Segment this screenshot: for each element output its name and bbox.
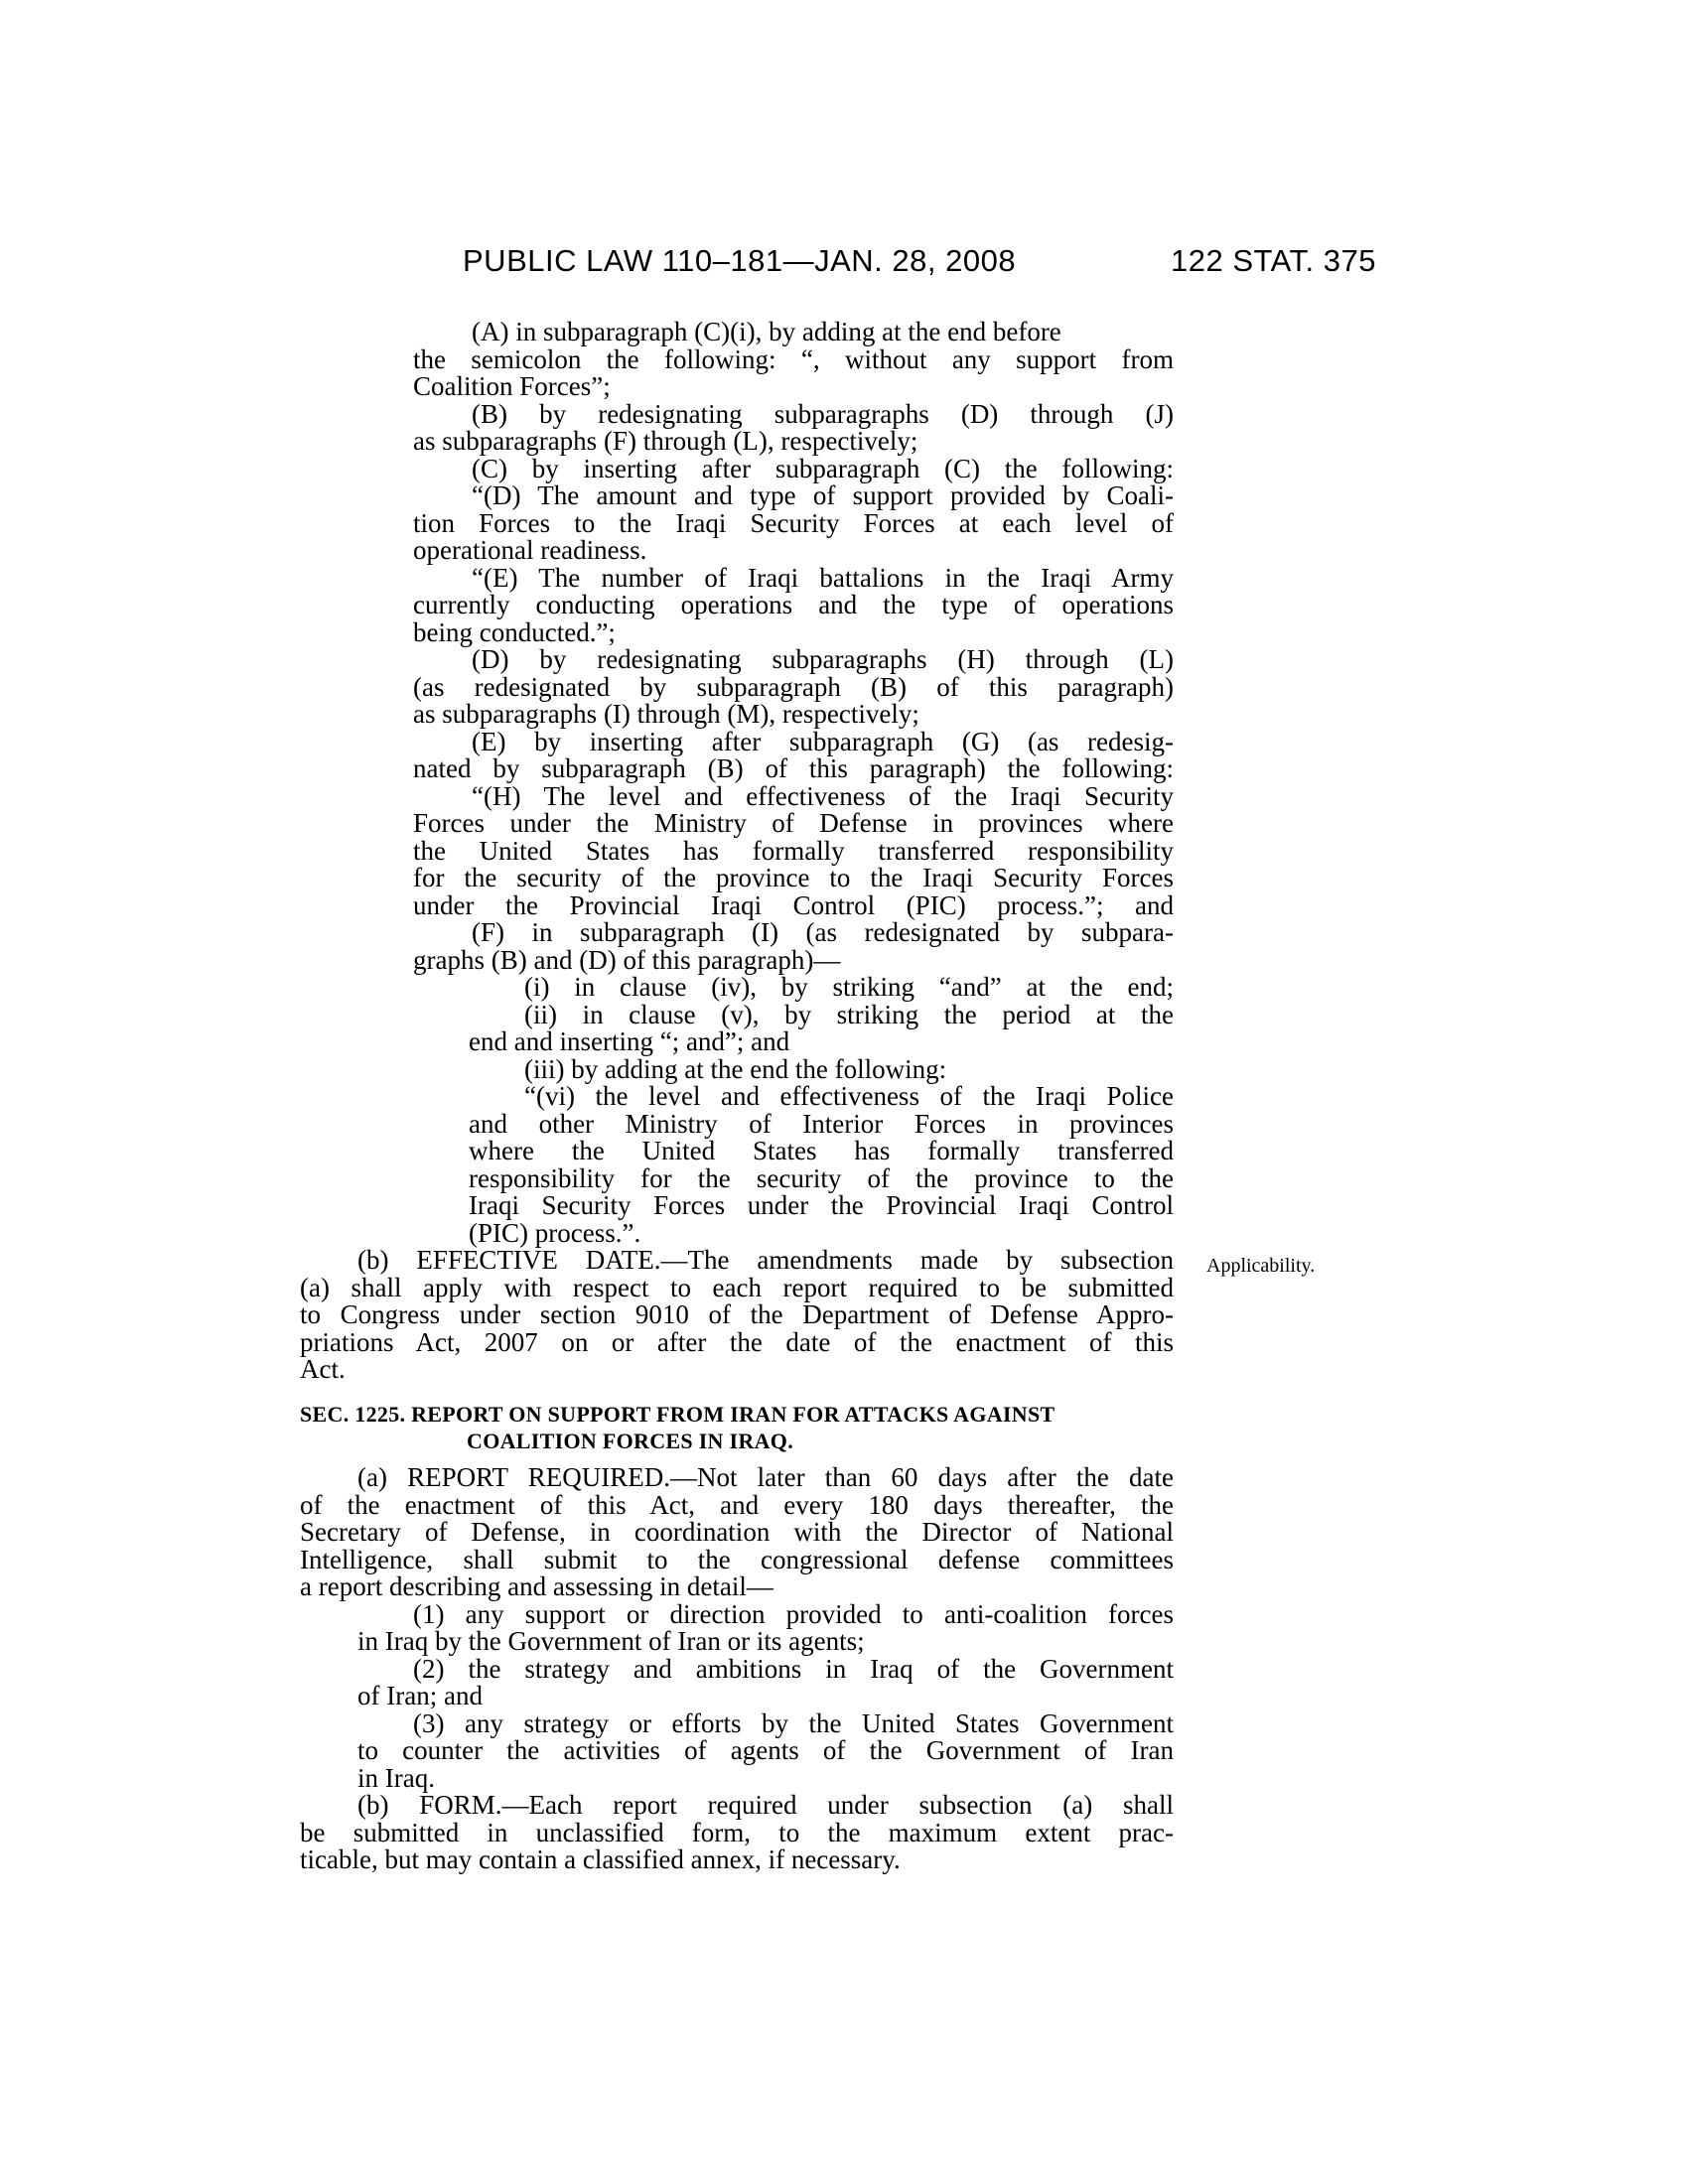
text-line: the United States has formally transferred responsibility [413,836,1174,866]
form-heading-line: (b) FORM.—Each report required under subsection (a) shall [357,1790,1174,1820]
text-line: tion Forces to the Iraqi Security Forces at each level of [413,508,1174,538]
text-line: in Iraq. [357,1763,435,1793]
text-line: (D) by redesignating subparagraphs (H) through (L) [472,644,1174,674]
section-heading: SEC. 1225. REPORT ON SUPPORT FROM IRAN FOR ATTACKS AGAINST [300,1402,1055,1427]
text-line: priations Act, 2007 on or after the date of the enactment of this [300,1327,1174,1357]
report-required-heading-line: (a) REPORT REQUIRED.—Not later than 60 days after the date [357,1462,1174,1492]
text-line: operational readiness. [413,535,647,565]
text-line: graphs (B) and (D) of this paragraph)— [413,945,841,975]
text-line: (2) the strategy and ambitions in Iraq of the Government [413,1654,1174,1684]
text-line: as subparagraphs (I) through (M), respectively; [413,699,919,729]
text-line: and other Ministry of Interior Forces in provinces [469,1109,1174,1139]
text-line: the semicolon the following: “, without any support from [413,344,1174,374]
text-line: Act. [300,1354,346,1384]
text-line: “(vi) the level and effectiveness of the Iraqi Police [524,1081,1174,1111]
effective-date-heading-line: (b) EFFECTIVE DATE.—The amendments made by subsection [357,1245,1174,1275]
text-line: to counter the activities of agents of the Government of Iran [357,1735,1174,1765]
text-line: (F) in subparagraph (I) (as redesignated by subpara- [472,917,1174,947]
text-line: (ii) in clause (v), by striking the period at the [524,1000,1174,1029]
text-line: in Iraq by the Government of Iran or its agents; [357,1626,865,1656]
text-line: (iii) by adding at the end the following: [524,1054,947,1084]
text-line: (a) shall apply with respect to each report required to be submitted [300,1273,1174,1302]
text-line: as subparagraphs (F) through (L), respectively; [413,426,918,456]
text-line: responsibility for the security of the province to the [469,1163,1174,1193]
text-line: (i) in clause (iv), by striking “and” at the end; [524,972,1174,1002]
text-line: (C) by inserting after subparagraph (C) the following: [472,454,1174,483]
text-line: Coalition Forces”; [413,371,611,401]
page-header [463,243,1376,283]
text-line: currently conducting operations and the type of operations [413,590,1174,619]
section-heading-continued: COALITION FORCES IN IRAQ. [467,1429,793,1453]
text-line: Intelligence, shall submit to the congressional defense committees [300,1545,1174,1574]
text-line: of Iran; and [357,1681,483,1710]
text-line: to Congress under section 9010 of the Department of Defense Appro- [300,1299,1174,1329]
text-line: of the enactment of this Act, and every 180 days thereafter, the [300,1490,1174,1520]
text-line: where the United States has formally transferred [469,1136,1174,1165]
text-line: under the Provincial Iraqi Control (PIC) process.”; and [413,890,1174,920]
text-line: end and inserting “; and”; and [469,1026,790,1056]
text-line: (3) any strategy or efforts by the United States Government [413,1708,1174,1738]
text-line: (as redesignated by subparagraph (B) of this paragraph) [413,672,1174,702]
text-line: “(H) The level and effectiveness of the Iraqi Security [472,781,1174,811]
margin-note: Applicability. [1206,1255,1316,1277]
text-line: (E) by inserting after subparagraph (G) (as redesig- [472,727,1174,756]
running-head: PUBLIC LAW 110–181—JAN. 28, 2008 [463,243,1017,278]
text-line: be submitted in unclassified form, to the maximum extent prac- [300,1818,1174,1847]
text-line: nated by subparagraph (B) of this paragraph) the following: [413,753,1174,783]
text-line: Secretary of Defense, in coordination with the Director of National [300,1517,1174,1547]
text-line: ticable, but may contain a classified annex, if necessary. [300,1844,901,1874]
text-line: a report describing and assessing in detail— [300,1571,774,1601]
text-line: (PIC) process.”. [469,1218,641,1248]
text-line: “(E) The number of Iraqi battalions in the Iraqi Army [472,563,1174,593]
text-line: Iraqi Security Forces under the Provincial Iraqi Control [469,1190,1174,1220]
text-line: “(D) The amount and type of support provided by Coali- [472,480,1174,510]
text-line: for the security of the province to the Iraqi Security Forces [413,863,1174,892]
page-number: 122 STAT. 375 [1171,243,1376,278]
text-line: (A) in subparagraph (C)(i), by adding at the end before [472,317,1061,346]
text-line: (1) any support or direction provided to anti-coalition forces [413,1599,1174,1629]
text-line: Forces under the Ministry of Defense in provinces where [413,808,1174,838]
text-line: being conducted.”; [413,617,616,647]
text-line: (B) by redesignating subparagraphs (D) through (J) [472,399,1174,429]
